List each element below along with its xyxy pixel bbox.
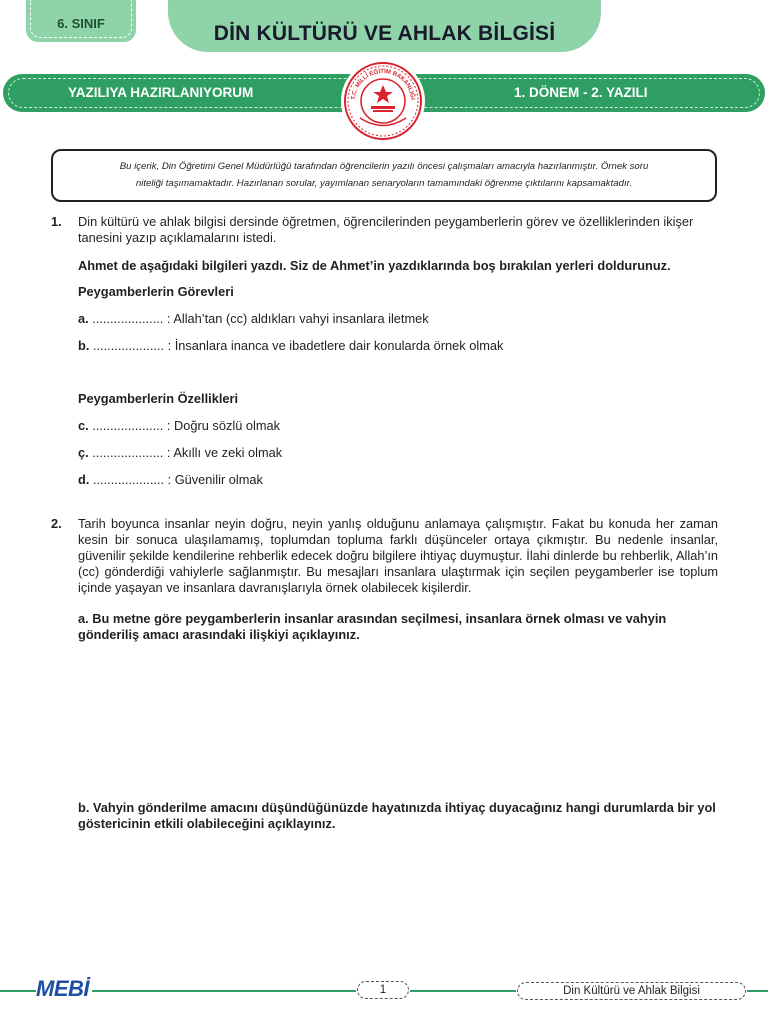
blank-a[interactable]: ....................	[92, 311, 164, 326]
trait-item-d: d. .................... : Güvenilir olmak	[78, 472, 263, 487]
blank-cc[interactable]: ....................	[92, 445, 164, 460]
question-2-part-b: b. Vahyin gönderilme amacını düşündüğünüzde hayatınızda ihtiyaç duyacağınız hangi durumlarda bir yol göstericinin etkili olabileceğini açıklayınız.	[78, 800, 716, 831]
band-left-label: YAZILIYA HAZIRLANIYORUM	[68, 85, 254, 100]
duties-heading: Peygamberlerin Görevleri	[78, 284, 234, 299]
footer-line-right	[410, 990, 516, 992]
mebi-logo: MEBİ	[36, 976, 89, 1001]
meb-logo-icon	[340, 58, 426, 144]
question-1-instruction: Ahmet de aşağıdaki bilgileri yazdı. Siz de Ahmet’in yazdıklarında boş bırakılan yerleri doldurunuz.	[78, 258, 671, 273]
band-right-label: 1. DÖNEM - 2. YAZILI	[514, 85, 648, 100]
question-1-number: 1.	[51, 214, 62, 229]
disclaimer-box	[51, 149, 717, 202]
disclaimer-line-2: niteliği taşımamaktadır. Hazırlanan sorular, yayımlanan senaryoların tamamındaki öğrenme çıktılarını kapsamaktadır.	[135, 178, 633, 189]
title-banner	[168, 0, 601, 52]
question-2-number: 2.	[51, 516, 62, 531]
question-2-passage: Tarih boyunca insanlar neyin doğru, neyin yanlış olduğunu anlamaya çalışmıştır. Fakat bu konuda her zaman kesin bir sonuca ulaşılamamış, toplumdan topluma farklı düşünceler ortaya çıkmıştır. Bu nedenle insanlar, güvenilir şekilde kendilerine rehberlik edecek doğru bilgilere ihtiyaç duymuştur. İlahi dinlerde bu rehberlik, Allah’ın (cc) gönderdiği vahiylerle sağlanmıştır. Bu mesajları insanlara ulaştırmak için seçilen peygamberler ise toplum içinde yaşayan ve insanlara davranışlarıyla örnek olabilecek kişilerdir.	[78, 516, 718, 595]
question-1-intro: Din kültürü ve ahlak bilgisi dersinde öğretmen, öğrencilerinden peygamberlerin görev ve özelliklerinden ikişer tanesini yazıp açıklamalarını istedi.	[78, 214, 694, 245]
blank-c[interactable]: ....................	[92, 418, 164, 433]
trait-item-cc: ç. .................... : Akıllı ve zeki olmak	[78, 445, 283, 460]
footer-line-end	[747, 990, 768, 992]
grade-tab	[26, 0, 136, 42]
blank-d[interactable]: ....................	[92, 472, 165, 487]
svg-text:T.C. MİLLÎ EĞİTİM BAKANLIĞI: T.C. MİLLÎ EĞİTİM BAKANLIĞI	[350, 68, 415, 101]
footer-line-mid	[92, 990, 356, 992]
answer-area-a[interactable]	[78, 648, 718, 788]
trait-item-c: c. .................... : Doğru sözlü olmak	[78, 418, 280, 433]
traits-heading: Peygamberlerin Özellikleri	[78, 391, 239, 406]
grade-label: 6. SINIF	[57, 16, 105, 31]
question-2-part-a: a. Bu metne göre peygamberlerin insanlar arasından seçilmesi, insanlara örnek olması ve vahyin gönderiliş amacı arasındaki ilişkiyi açıklayınız.	[78, 611, 667, 642]
duty-item-b: b. .................... : İnsanlara inanca ve ibadetlere dair konularda örnek olmak	[78, 338, 504, 353]
footer-subject: Din Kültürü ve Ahlak Bilgisi	[517, 982, 746, 1000]
duty-item-a: a. .................... : Allah’tan (cc) aldıkları vahyi insanlara iletmek	[78, 311, 429, 326]
answer-area-b[interactable]	[78, 838, 718, 968]
footer-line-left	[0, 990, 36, 992]
blank-b[interactable]: ....................	[92, 338, 165, 353]
page-title: DİN KÜLTÜRÜ VE AHLAK BİLGİSİ	[213, 22, 556, 45]
disclaimer-line-1: Bu içerik, Din Öğretimi Genel Müdürlüğü tarafından öğrencilerin yazılı öncesi çalışmaları amacıyla hazırlanmıştır. Örnek soru	[119, 161, 649, 172]
page-number: 1	[357, 981, 409, 999]
